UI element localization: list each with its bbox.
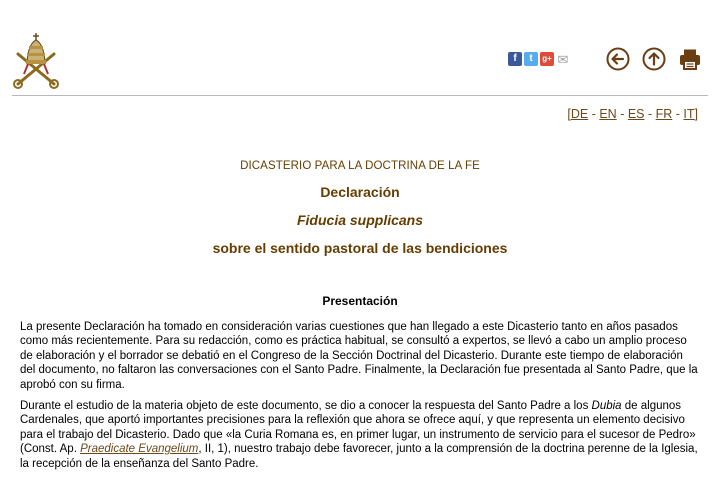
lang-link-de[interactable]: DE	[570, 107, 589, 121]
lang-link-en[interactable]: EN	[599, 107, 617, 121]
header-divider	[12, 95, 708, 96]
email-icon[interactable]: ✉	[557, 51, 569, 67]
lang-link-es[interactable]: ES	[627, 107, 645, 121]
dubia-term: Dubia	[591, 400, 622, 412]
google-plus-icon[interactable]: g+	[540, 52, 554, 66]
facebook-icon[interactable]: f	[508, 52, 522, 66]
paragraph-1: La presente Declaración ha tomado en consideración varias cuestiones que han llegado a este Dicasterio tanto en años pasados como más recientemente. Para su redacción, como es práctica habitual, se consultó a expertos, se llevó a cabo un amplio proceso de elaboración y el borrador se debatió en el Congreso de la Sección Doctrinal del Dicasterio. Durante este tiempo de elaboración del documento, no faltaron las conversaciones con el Santo Padre. Finalmente, la Declaración fue presentada al Santo Padre, que la aprobó con su firma.	[20, 321, 698, 391]
lang-link-it[interactable]: IT	[683, 107, 695, 121]
share-buttons	[508, 52, 570, 66]
section-heading: Presentación	[322, 294, 398, 308]
lang-link-fr[interactable]: FR	[655, 107, 673, 121]
print-icon[interactable]	[678, 47, 702, 71]
up-arrow-icon[interactable]	[642, 47, 666, 71]
back-arrow-icon[interactable]	[606, 47, 630, 71]
dicastery-name: DICASTERIO PARA LA DOCTRINA DE LA FE	[240, 160, 480, 172]
papal-emblem-icon[interactable]	[10, 30, 62, 90]
document-title: Fiducia supplicans	[296, 212, 424, 228]
twitter-icon[interactable]: t	[524, 52, 538, 66]
document-type: Declaración	[320, 184, 400, 200]
page-nav-icons	[606, 47, 702, 71]
document-subtitle: sobre el sentido pastoral de las bendiciones	[212, 240, 508, 256]
language-selector: [DE - EN - ES - FR - IT]	[567, 107, 698, 121]
praedicate-evangelium-link[interactable]: Praedicate Evangelium	[80, 443, 199, 456]
paragraph-2: Durante el estudio de la materia objeto de este documento, se dio a conocer la respuesta del Santo Padre a los Dubia de algunos Cardenales, que aportó importantes precisiones para la reflexión que ahora se ofrece aquí, y que representa un elemento decisivo para el trabajo del Dicasterio. Dado que «la Curia Romana es, en primer lugar, un instrumento de servicio para el sucesor de Pedro» (Const. Ap. Praedicate Evangelium, II, 1), nuestro trabajo debe favorecer, junto a la comprensión de la doctrina perenne de la Iglesia, la recepción de la enseñanza del Santo Padre.	[20, 400, 698, 470]
